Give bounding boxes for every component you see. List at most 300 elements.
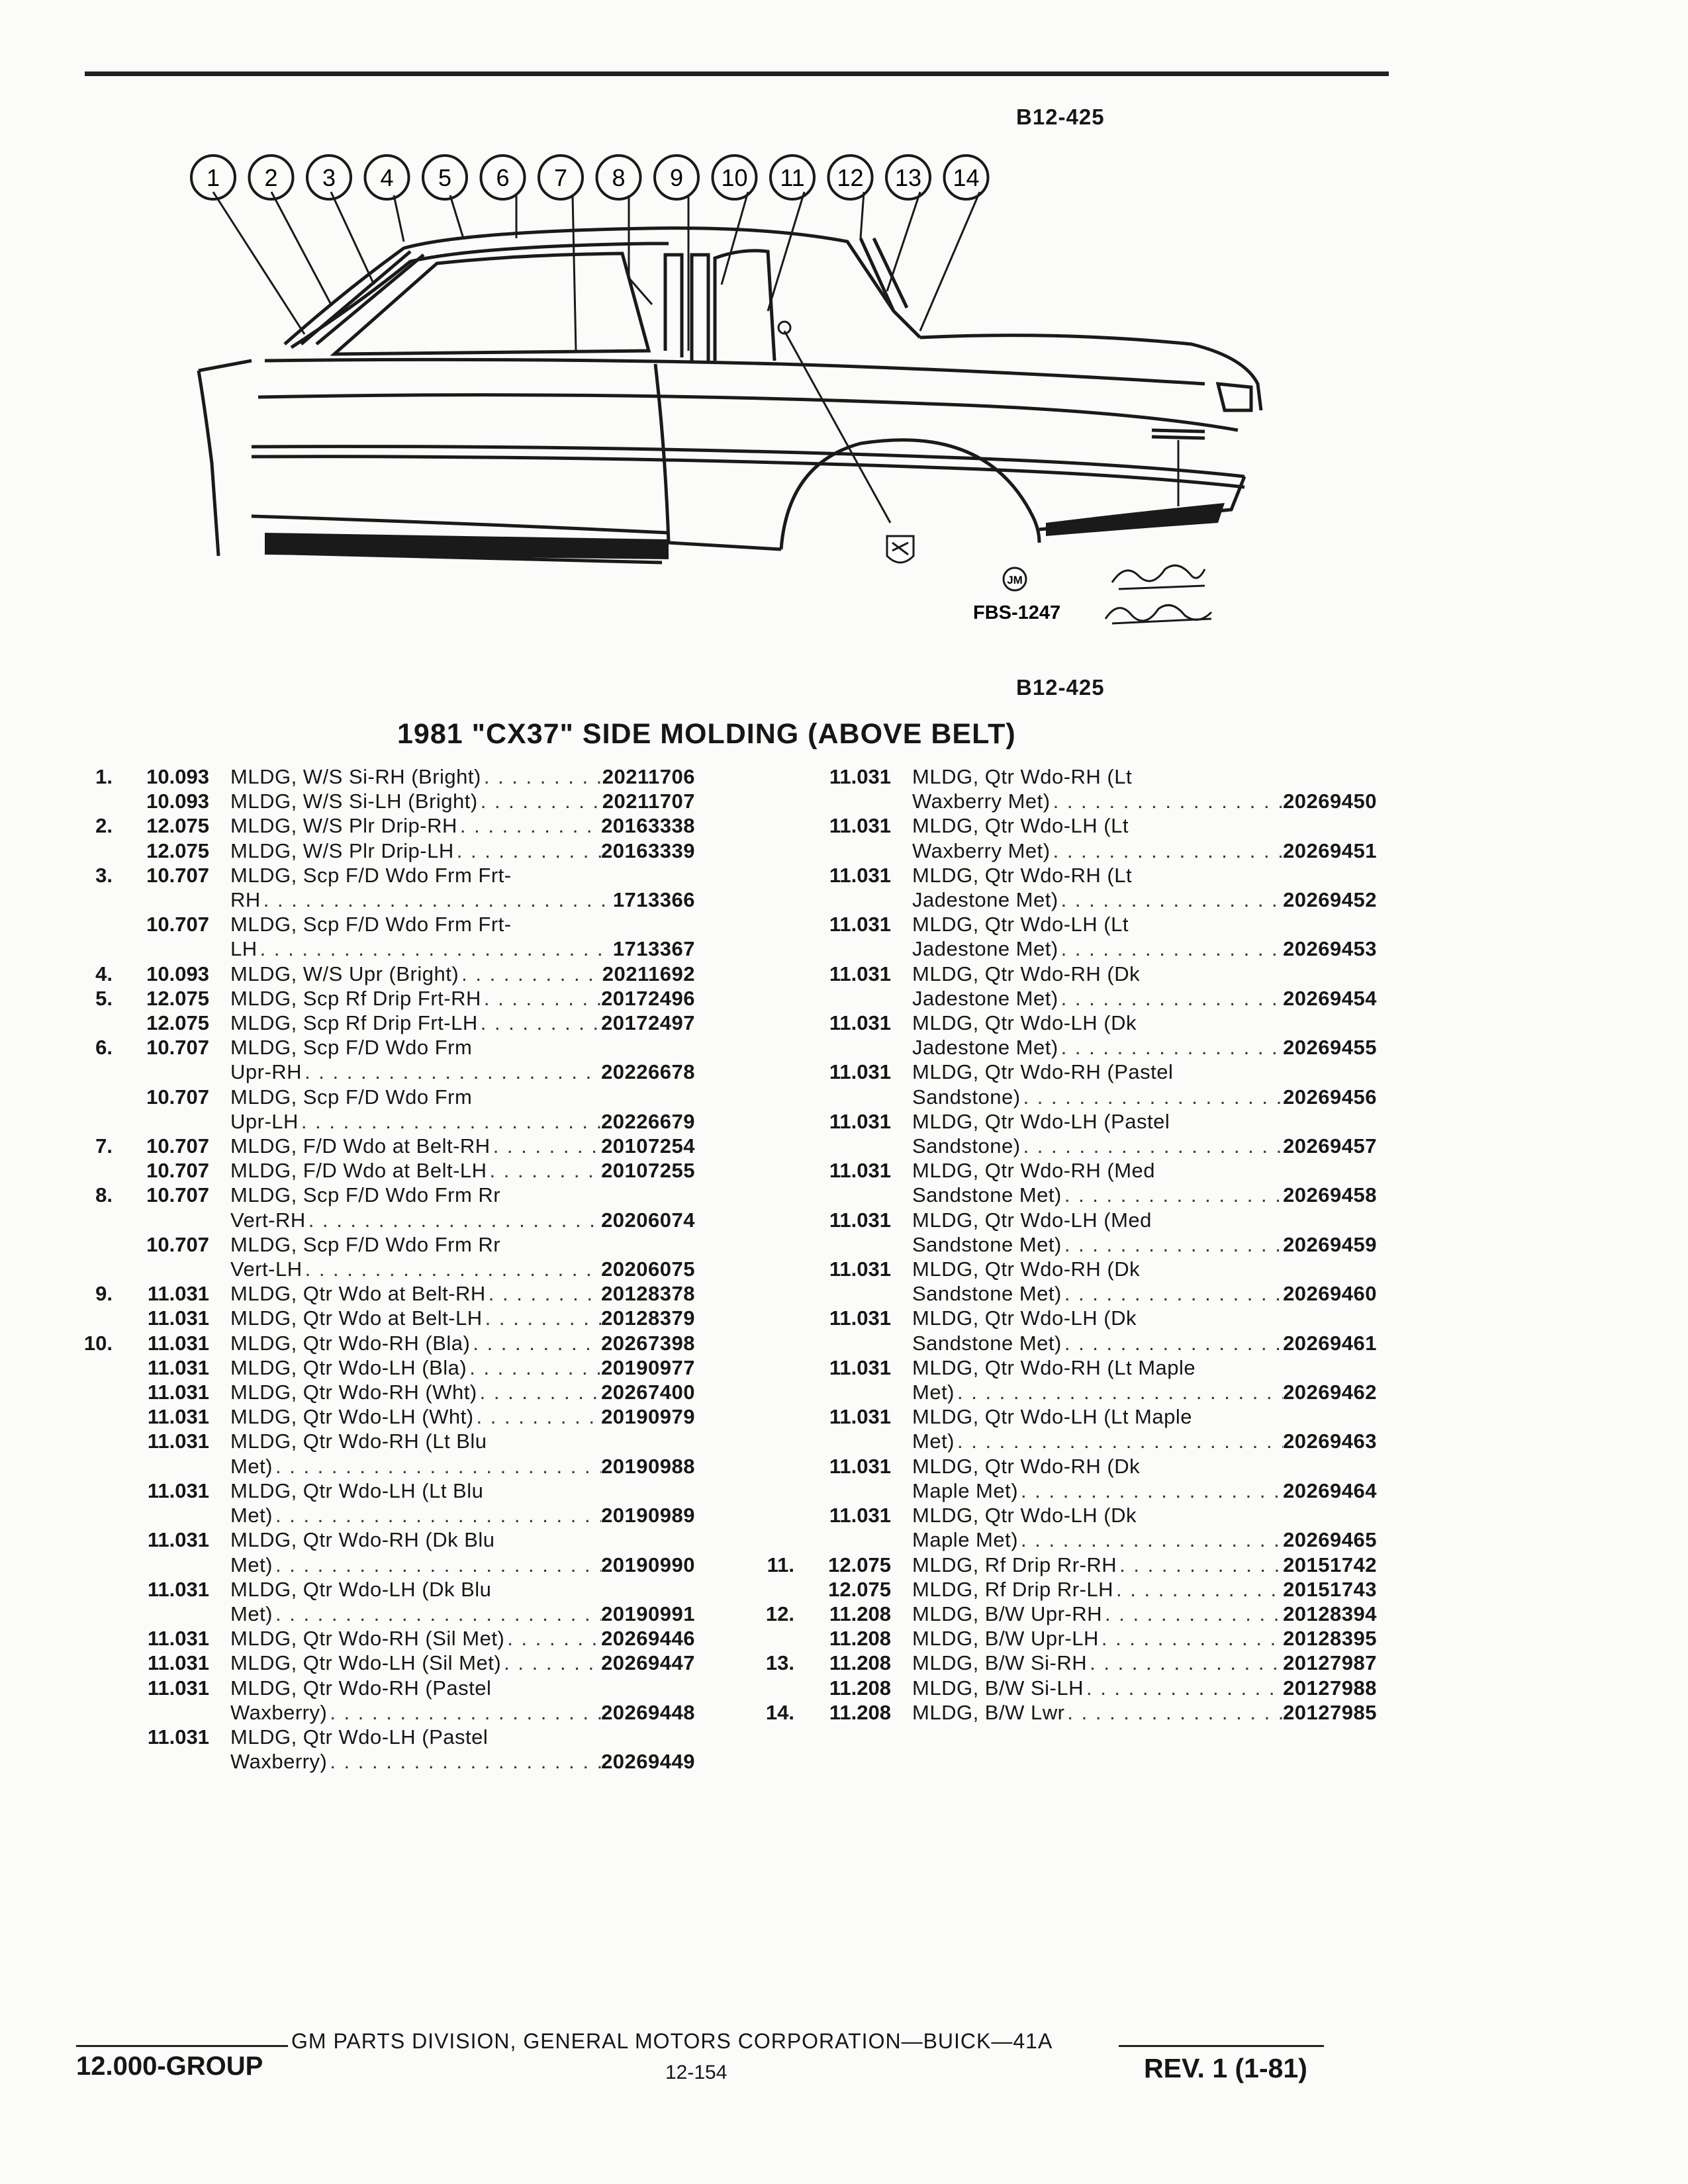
part-description: Sandstone Met) [912, 1232, 1062, 1256]
part-number: 20267400 [601, 1381, 695, 1404]
dot-leader [1099, 1626, 1283, 1651]
group-code: 11.031 [147, 1282, 209, 1306]
group-code: 11.031 [147, 1355, 209, 1379]
dot-leader [1051, 839, 1283, 863]
dot-leader [1087, 1651, 1283, 1675]
parts-entry [60, 839, 695, 863]
dot-leader [487, 1158, 602, 1183]
part-description: Met) [230, 1454, 273, 1478]
part-description: MLDG, W/S Plr Drip-RH [230, 814, 457, 838]
fbs-code: FBS-1247 [973, 602, 1061, 623]
ref-number: 12. [765, 1602, 794, 1625]
parts-entry [741, 1355, 1377, 1404]
parts-entry [60, 863, 695, 912]
part-number: 20151743 [1283, 1577, 1377, 1601]
part-description: MLDG, Qtr Wdo-RH (Dk Blu [230, 1528, 495, 1552]
parts-entry [741, 962, 1377, 1011]
part-description: MLDG, F/D Wdo at Belt-LH [230, 1159, 487, 1183]
group-code: 11.031 [829, 1355, 891, 1379]
dot-leader [474, 1404, 602, 1429]
group-code: 11.031 [147, 1331, 209, 1355]
part-number: 20269462 [1283, 1381, 1377, 1404]
part-number: 20127988 [1283, 1676, 1377, 1700]
group-code: 11.031 [829, 814, 891, 838]
group-code: 11.031 [147, 1430, 209, 1453]
parts-entry [741, 1577, 1377, 1602]
part-number: 20163338 [601, 814, 695, 838]
dot-leader [955, 1380, 1283, 1404]
part-number: 20269447 [601, 1651, 695, 1675]
part-description: Met) [230, 1504, 273, 1527]
dot-leader [1117, 1553, 1283, 1577]
part-description: Sandstone) [912, 1085, 1021, 1109]
group-code: 11.031 [829, 1405, 891, 1429]
group-code: 11.031 [147, 1725, 209, 1749]
group-code: 12.075 [828, 1577, 891, 1601]
part-description: MLDG, Qtr Wdo-LH (Dk [912, 1306, 1137, 1330]
dot-leader [478, 1011, 601, 1035]
part-number: 20269458 [1283, 1183, 1377, 1207]
part-description: MLDG, Scp Rf Drip Frt-RH [230, 986, 481, 1010]
ref-number: 9. [95, 1282, 113, 1306]
part-description: MLDG, W/S Plr Drip-LH [230, 839, 454, 862]
part-description: MLDG, Scp Rf Drip Frt-LH [230, 1011, 478, 1035]
part-number: 20269457 [1283, 1134, 1377, 1158]
part-number: 20269465 [1283, 1528, 1377, 1552]
limited-script-logo-icon [1112, 565, 1205, 589]
group-code: 11.031 [829, 1109, 891, 1133]
part-description: MLDG, Qtr Wdo-LH (Bla) [230, 1355, 467, 1379]
part-description: MLDG, Qtr Wdo-RH (Lt Maple [912, 1355, 1196, 1379]
part-description: MLDG, Qtr Wdo-LH (Pastel [230, 1725, 489, 1749]
parts-entry [741, 1158, 1377, 1207]
part-description: MLDG, Qtr Wdo-RH (Med [912, 1159, 1156, 1183]
group-code: 12.075 [146, 1011, 209, 1035]
parts-list-left [60, 764, 695, 1774]
dot-leader [478, 789, 602, 813]
callout-number: 12 [837, 164, 864, 191]
part-description: MLDG, Qtr Wdo-RH (Dk [912, 1257, 1141, 1281]
part-description: MLDG, Qtr Wdo-RH (Dk [912, 1454, 1141, 1478]
part-description: MLDG, Qtr Wdo-RH (Bla) [230, 1331, 471, 1355]
group-code: 11.031 [147, 1528, 209, 1552]
part-description: MLDG, Qtr Wdo at Belt-LH [230, 1306, 483, 1330]
part-number: 20269449 [601, 1750, 695, 1774]
parts-entry [741, 1404, 1377, 1453]
crest-icon [887, 536, 914, 563]
dot-leader [1058, 986, 1283, 1011]
part-number: 20107255 [601, 1159, 695, 1183]
part-number: 20269448 [601, 1700, 695, 1724]
footer-rule-left [76, 2045, 288, 2047]
parts-entry [60, 1306, 695, 1330]
group-code: 12.075 [146, 839, 209, 862]
dot-leader [1113, 1577, 1283, 1602]
parts-entry [741, 1060, 1377, 1109]
parts-entry [741, 1454, 1377, 1503]
group-code: 11.208 [829, 1602, 891, 1625]
part-number: 20128394 [1283, 1602, 1377, 1625]
part-description: MLDG, Scp F/D Wdo Frm Rr [230, 1183, 501, 1207]
part-number: 20206074 [601, 1208, 695, 1232]
dot-leader [306, 1208, 601, 1232]
part-description: MLDG, Qtr Wdo-LH (Lt Blu [230, 1479, 484, 1502]
parts-entry [741, 1676, 1377, 1700]
part-number: 20269456 [1283, 1085, 1377, 1109]
parts-entry [60, 1331, 695, 1355]
parts-entry [741, 764, 1377, 813]
dot-leader [481, 764, 602, 789]
part-description: MLDG, B/W Upr-LH [912, 1627, 1099, 1651]
parts-entry [741, 1109, 1377, 1158]
part-number: 20269464 [1283, 1479, 1377, 1502]
parts-entry [60, 986, 695, 1011]
part-number: 20269461 [1283, 1331, 1377, 1355]
dot-leader [1102, 1602, 1283, 1626]
part-description: Met) [230, 1602, 273, 1625]
callout-number: 7 [553, 164, 568, 191]
part-number: 20127987 [1283, 1651, 1377, 1675]
callout-number: 1 [206, 164, 220, 191]
parts-entry [60, 1725, 695, 1774]
dot-leader [491, 1134, 601, 1158]
part-description: MLDG, F/D Wdo at Belt-RH [230, 1134, 491, 1158]
dot-leader [1051, 789, 1283, 813]
callout-group [191, 156, 988, 199]
callout-number: 3 [322, 164, 336, 191]
parts-entry [741, 1553, 1377, 1577]
part-number: 20206075 [601, 1257, 695, 1281]
part-description: MLDG, Qtr Wdo-LH (Dk Blu [230, 1577, 492, 1601]
parts-entry [741, 1011, 1377, 1060]
part-description: Waxberry) [230, 1750, 328, 1774]
part-description: Met) [230, 1553, 273, 1576]
group-code: 11.031 [829, 1060, 891, 1084]
group-code: 11.031 [829, 765, 891, 788]
part-description: Waxberry Met) [912, 790, 1051, 813]
dot-leader [1062, 1232, 1283, 1257]
group-code: 11.031 [147, 1405, 209, 1429]
parts-entry [741, 1503, 1377, 1552]
ref-number: 8. [95, 1183, 113, 1207]
ref-number: 2. [95, 814, 113, 838]
part-description: MLDG, Qtr Wdo-RH (Pastel [912, 1060, 1174, 1084]
dot-leader [486, 1281, 601, 1306]
part-description: LH [230, 937, 258, 961]
part-description: MLDG, B/W Si-LH [912, 1676, 1084, 1700]
part-description: MLDG, Scp F/D Wdo Frm Frt- [230, 863, 512, 887]
dot-leader [1058, 887, 1283, 912]
part-description: MLDG, Qtr Wdo-LH (Lt [912, 913, 1129, 936]
part-number: 20190977 [601, 1355, 695, 1379]
part-description: MLDG, Scp F/D Wdo Frm [230, 1085, 473, 1109]
ref-number: 5. [95, 986, 113, 1010]
group-code: 11.031 [147, 1577, 209, 1601]
part-description: Met) [912, 1430, 955, 1453]
part-description: MLDG, Qtr Wdo-RH (Lt [912, 765, 1133, 788]
group-code: 11.031 [829, 913, 891, 936]
footer-rule-right [1119, 2045, 1324, 2047]
parts-entry [60, 1158, 695, 1183]
part-description: MLDG, Qtr Wdo-RH (Lt Blu [230, 1430, 487, 1453]
part-number: 20128378 [601, 1282, 695, 1306]
figure-code-top: B12-425 [1016, 105, 1105, 129]
part-number: 20269453 [1283, 937, 1377, 961]
group-code: 10.093 [146, 790, 209, 813]
part-number: 20269463 [1283, 1430, 1377, 1453]
parts-entry [60, 1404, 695, 1429]
group-code: 11.031 [829, 1208, 891, 1232]
dot-leader [504, 1626, 601, 1651]
group-code: 10.707 [146, 913, 209, 936]
part-description: Vert-LH [230, 1257, 303, 1281]
parts-entry [741, 863, 1377, 912]
car-body-outline [199, 228, 1261, 563]
group-code: 10.707 [146, 1036, 209, 1060]
part-description: MLDG, B/W Si-RH [912, 1651, 1088, 1675]
part-description: MLDG, Scp F/D Wdo Frm Frt- [230, 913, 512, 936]
group-code: 10.707 [146, 1085, 209, 1109]
dot-leader [1021, 1085, 1284, 1109]
part-description: Sandstone Met) [912, 1183, 1062, 1207]
group-code: 11.208 [829, 1700, 891, 1724]
parts-entry [741, 1208, 1377, 1257]
ref-number: 10. [83, 1331, 113, 1355]
part-number: 20107254 [601, 1134, 695, 1158]
group-code: 11.031 [147, 1306, 209, 1330]
part-description: Sandstone Met) [912, 1331, 1062, 1355]
parts-entry [741, 1257, 1377, 1306]
part-number: 20151742 [1283, 1553, 1377, 1576]
part-description: MLDG, B/W Upr-RH [912, 1602, 1102, 1625]
group-code: 10.707 [146, 1232, 209, 1256]
part-number: 1713366 [612, 888, 695, 912]
dot-leader [454, 839, 601, 863]
dot-leader [955, 1429, 1283, 1453]
dot-leader [1062, 1331, 1283, 1355]
dot-leader [1018, 1479, 1283, 1503]
part-number: 20190991 [601, 1602, 695, 1625]
dot-leader [327, 1749, 601, 1774]
figure-code-bottom: B12-425 [1016, 675, 1105, 700]
part-number: 20211706 [602, 765, 695, 788]
group-code: 11.031 [829, 1454, 891, 1478]
part-number: 20211707 [602, 790, 695, 813]
parts-entry [60, 764, 695, 789]
parts-entry [741, 1700, 1377, 1725]
dot-leader [327, 1700, 601, 1725]
part-description: MLDG, Qtr Wdo-LH (Wht) [230, 1405, 474, 1429]
parts-entry [60, 1429, 695, 1478]
part-description: Jadestone Met) [912, 937, 1058, 961]
part-description: Upr-LH [230, 1109, 299, 1133]
group-code: 11.031 [829, 1257, 891, 1281]
dot-leader [302, 1060, 601, 1084]
dot-leader [470, 1331, 601, 1355]
part-description: MLDG, Qtr Wdo-LH (Med [912, 1208, 1152, 1232]
footer-revision: REV. 1 (1-81) [1144, 2053, 1307, 2083]
dot-leader [501, 1651, 601, 1675]
parts-entry [60, 1035, 695, 1084]
part-description: MLDG, Scp F/D Wdo Frm Rr [230, 1232, 501, 1256]
parts-entry [60, 1232, 695, 1281]
page-title: 1981 "CX37" SIDE MOLDING (ABOVE BELT) [397, 718, 1016, 750]
group-code: 11.031 [147, 1627, 209, 1651]
part-number: 20190988 [601, 1454, 695, 1478]
dot-leader [261, 887, 613, 912]
part-number: 20269455 [1283, 1036, 1377, 1060]
parts-list-right [741, 764, 1377, 1725]
part-number: 20172497 [601, 1011, 695, 1035]
group-code: 11.031 [829, 1504, 891, 1527]
part-description: MLDG, Rf Drip Rr-LH [912, 1577, 1114, 1601]
parts-entry [741, 1306, 1377, 1355]
dot-leader [1064, 1700, 1283, 1725]
dot-leader [1058, 936, 1283, 961]
group-code: 11.031 [147, 1651, 209, 1675]
part-description: Sandstone Met) [912, 1282, 1062, 1306]
dot-leader [303, 1257, 601, 1281]
group-code: 10.707 [146, 1183, 209, 1207]
group-code: 11.031 [147, 1676, 209, 1700]
part-number: 20269459 [1283, 1232, 1377, 1256]
dot-leader [273, 1503, 601, 1527]
part-description: MLDG, Qtr Wdo-LH (Sil Met) [230, 1651, 502, 1675]
dot-leader [457, 813, 601, 838]
parts-entry [60, 1380, 695, 1404]
part-description: Met) [912, 1381, 955, 1404]
dot-leader [273, 1602, 601, 1626]
part-description: Jadestone Met) [912, 1036, 1058, 1060]
part-number: 20190990 [601, 1553, 695, 1576]
callout-number: 6 [496, 164, 510, 191]
group-code: 12.075 [146, 986, 209, 1010]
ref-number: 11. [767, 1553, 794, 1576]
group-code: 10.093 [146, 765, 209, 788]
callout-number: 11 [780, 164, 805, 191]
part-number: 1713367 [612, 937, 695, 961]
part-description: MLDG, Qtr Wdo-LH (Dk [912, 1011, 1137, 1035]
part-description: Upr-RH [230, 1060, 303, 1084]
dot-leader [459, 962, 602, 986]
group-code: 10.707 [146, 1159, 209, 1183]
part-number: 20128379 [601, 1306, 695, 1330]
part-number: 20269450 [1283, 790, 1377, 813]
part-description: MLDG, W/S Si-LH (Bright) [230, 790, 478, 813]
ref-number: 14. [765, 1700, 794, 1724]
part-description: MLDG, Qtr Wdo-RH (Wht) [230, 1381, 477, 1404]
part-description: MLDG, Scp F/D Wdo Frm [230, 1036, 473, 1060]
part-number: 20269454 [1283, 986, 1377, 1010]
part-number: 20128395 [1283, 1627, 1377, 1651]
part-description: Jadestone Met) [912, 888, 1058, 912]
parts-entry [60, 1651, 695, 1675]
dot-leader [1062, 1183, 1283, 1207]
dot-leader [1021, 1134, 1284, 1158]
part-description: Jadestone Met) [912, 986, 1058, 1010]
ref-number: 3. [95, 863, 113, 887]
part-description: MLDG, W/S Upr (Bright) [230, 962, 459, 985]
dot-leader [481, 986, 601, 1011]
parts-entry [60, 912, 695, 961]
group-code: 11.208 [829, 1676, 891, 1700]
group-code: 11.208 [829, 1651, 891, 1675]
group-code: 11.031 [829, 962, 891, 985]
parts-entry [741, 1651, 1377, 1675]
jm-label: JM [1007, 574, 1023, 586]
part-number: 20226679 [601, 1109, 695, 1133]
ref-number: 13. [765, 1651, 794, 1675]
parts-entry [60, 1281, 695, 1306]
part-description: MLDG, Qtr Wdo-LH (Lt Maple [912, 1405, 1192, 1429]
part-description: MLDG, Qtr Wdo-LH (Lt [912, 814, 1129, 838]
group-code: 11.031 [829, 1159, 891, 1183]
callout-number: 8 [612, 164, 626, 191]
dot-leader [1062, 1281, 1283, 1306]
dot-leader [273, 1454, 601, 1479]
dot-leader [1018, 1527, 1283, 1552]
part-description: MLDG, Qtr Wdo-LH (Dk [912, 1504, 1137, 1527]
part-description: MLDG, Qtr Wdo at Belt-RH [230, 1282, 486, 1306]
part-number: 20190979 [601, 1405, 695, 1429]
part-number: 20269452 [1283, 888, 1377, 912]
part-description: MLDG, Qtr Wdo-RH (Lt [912, 863, 1133, 887]
parts-entry [60, 1134, 695, 1158]
callout-number: 4 [380, 164, 394, 191]
ref-number: 4. [95, 962, 113, 985]
footer-group: 12.000-GROUP [76, 2052, 263, 2081]
dot-leader [1058, 1035, 1283, 1060]
park-avenue-script-logo-icon [1105, 605, 1211, 623]
dot-leader [258, 936, 613, 961]
footer-page-number: 12-154 [665, 2062, 727, 2083]
group-code: 10.707 [146, 863, 209, 887]
part-number: 20269460 [1283, 1282, 1377, 1306]
dot-leader [483, 1306, 601, 1330]
part-description: MLDG, Qtr Wdo-RH (Pastel [230, 1676, 492, 1700]
parts-entry [60, 1479, 695, 1527]
group-code: 11.031 [829, 1011, 891, 1035]
part-description: Waxberry Met) [912, 839, 1051, 862]
parts-entry [60, 813, 695, 838]
part-description: Vert-RH [230, 1208, 306, 1232]
callout-number: 5 [438, 164, 452, 191]
parts-entry [60, 1011, 695, 1035]
part-number: 20226678 [601, 1060, 695, 1084]
group-code: 10.093 [146, 962, 209, 985]
callout-number: 9 [669, 164, 684, 191]
group-code: 11.208 [829, 1627, 891, 1651]
callout-number: 2 [264, 164, 278, 191]
part-description: MLDG, W/S Si-RH (Bright) [230, 765, 481, 788]
group-code: 11.031 [829, 863, 891, 887]
parts-entry [60, 1085, 695, 1134]
dot-leader [467, 1355, 601, 1380]
group-code: 11.031 [147, 1479, 209, 1502]
group-code: 12.075 [146, 814, 209, 838]
parts-entry [60, 1183, 695, 1232]
parts-entry [741, 1602, 1377, 1626]
callout-number: 13 [894, 164, 922, 191]
part-description: MLDG, Rf Drip Rr-RH [912, 1553, 1117, 1576]
parts-entry [60, 1626, 695, 1651]
group-code: 10.707 [146, 1134, 209, 1158]
part-number: 20190989 [601, 1504, 695, 1527]
part-number: 20267398 [601, 1331, 695, 1355]
parts-entry [60, 1527, 695, 1576]
group-code: 12.075 [828, 1553, 891, 1576]
part-description: MLDG, Qtr Wdo-RH (Dk [912, 962, 1141, 985]
